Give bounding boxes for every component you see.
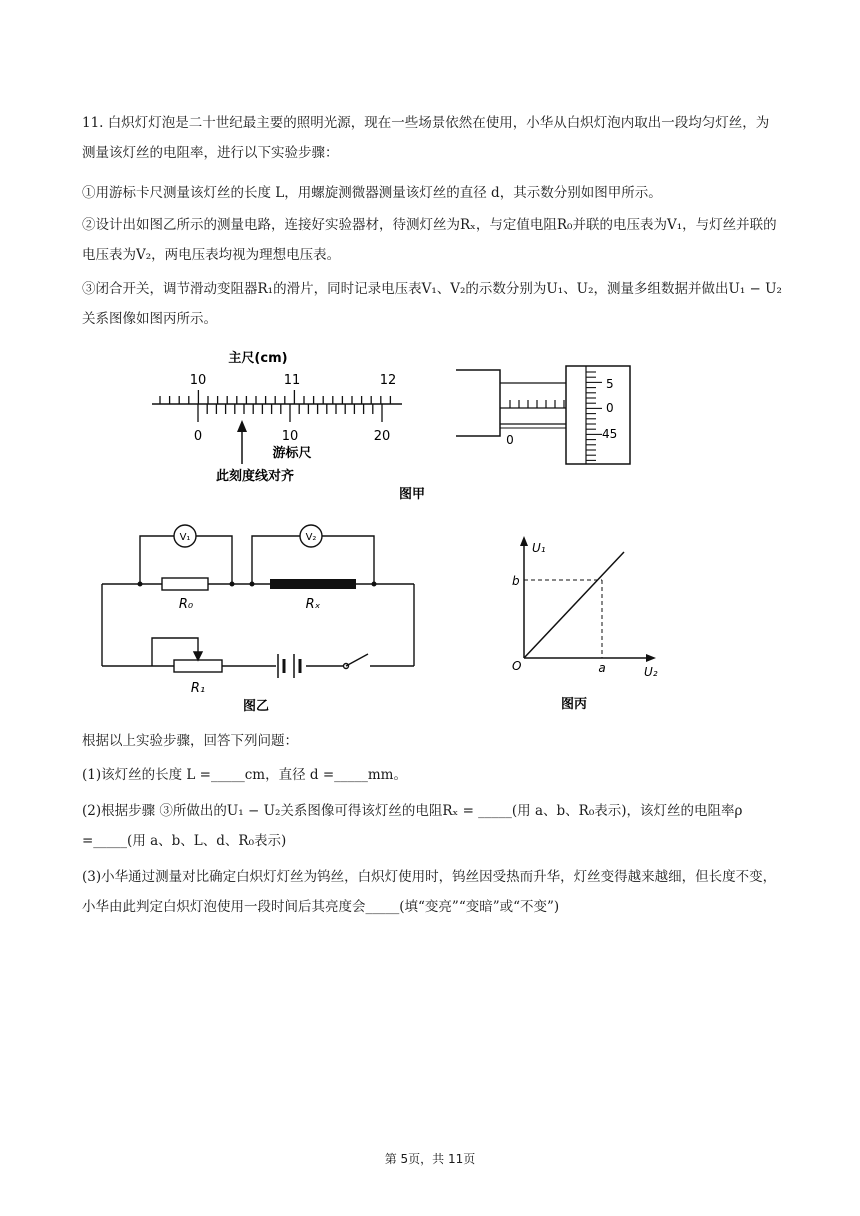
thimble bbox=[566, 366, 630, 464]
step-1: ①用游标卡尺测量该灯丝的长度 L，用螺旋测微器测量该灯丝的直径 d，其示数分别如图甲所示。 bbox=[82, 185, 662, 201]
sleeve-ticks bbox=[510, 400, 564, 408]
thimble-label-5: 5 bbox=[606, 377, 614, 391]
r0-resistor bbox=[162, 578, 208, 590]
origin-label: O bbox=[512, 659, 522, 673]
sleeve-zero: 0 bbox=[506, 433, 514, 447]
rx-label: Rₓ bbox=[305, 597, 321, 612]
v2-label: V₂ bbox=[305, 532, 317, 543]
main-tick-11: 11 bbox=[283, 373, 301, 388]
arrow-label: 此刻度线对齐 bbox=[215, 469, 295, 484]
page-footer: 第 5页，共 11页 bbox=[384, 1152, 476, 1166]
switch-blade bbox=[346, 654, 368, 666]
v1-wire bbox=[140, 536, 174, 584]
y-arrow bbox=[520, 536, 528, 546]
thimble-label-0: 0 bbox=[606, 401, 614, 415]
v1-label: V₁ bbox=[179, 532, 191, 543]
v2-wire bbox=[252, 536, 300, 584]
main-scale bbox=[160, 390, 390, 404]
caption-yi: 图乙 bbox=[242, 699, 270, 714]
thimble-ticks bbox=[586, 372, 602, 460]
main-tick-12: 12 bbox=[379, 373, 397, 388]
thimble-label-45: 45 bbox=[602, 427, 618, 441]
figure-jia bbox=[140, 346, 650, 510]
vernier-tick-10: 10 bbox=[281, 429, 299, 444]
step-2: ②设计出如图乙所示的测量电路，连接好实验器材，待测灯丝为Rₓ，与定值电阻R₀并联的电压表为V₁，与灯丝并联的电压表为V₂，两电压表均视为理想电压表。 bbox=[82, 217, 777, 263]
b-label: b bbox=[512, 574, 520, 588]
y-axis-label: U₁ bbox=[532, 541, 546, 555]
question-3: (3)小华通过测量对比确定白炽灯灯丝为钨丝，白炽灯使用时，钨丝因受热而升华，灯丝变得越来越细，但长度不变，小华由此判定白炽灯泡使用一段时间后其亮度会_____(填“变亮”“变暗”或“不变”) bbox=[82, 869, 777, 915]
r1-slider bbox=[152, 638, 198, 666]
r1-rheostat bbox=[174, 660, 222, 672]
figure-bing bbox=[500, 532, 680, 716]
r1-label: R₁ bbox=[190, 681, 206, 696]
align-arrow-head bbox=[237, 420, 247, 432]
x-axis-label: U₂ bbox=[644, 665, 658, 679]
vernier-tick-0: 0 bbox=[193, 429, 203, 444]
vernier-scale bbox=[198, 404, 382, 422]
a-label: a bbox=[598, 661, 606, 675]
r0-label: R₀ bbox=[178, 597, 194, 612]
micrometer-frame bbox=[456, 370, 500, 436]
vernier-label: 游标尺 bbox=[272, 446, 312, 461]
answer-prompt: 根据以上实验步骤，回答下列问题： bbox=[82, 733, 298, 749]
main-scale-label: 主尺(cm) bbox=[228, 351, 288, 366]
figure-yi bbox=[96, 520, 426, 716]
caption-bing: 图丙 bbox=[560, 697, 588, 712]
caption-jia: 图甲 bbox=[398, 487, 426, 502]
main-tick-10: 10 bbox=[189, 373, 207, 388]
question-2: (2)根据步骤 ③所做出的U₁ − U₂关系图像可得该灯丝的电阻Rₓ = _____(用 a、b、R₀表示)，该灯丝的电阻率ρ =_____(用 a、b、L、d、R₀表示) bbox=[82, 803, 743, 849]
vernier-tick-20: 20 bbox=[373, 429, 391, 444]
u1-u2-line bbox=[524, 552, 624, 658]
question-intro: 11. 白炽灯灯泡是二十世纪最主要的照明光源，现在一些场景依然在使用，小华从白炽灯泡内取出一段均匀灯丝，为测量该灯丝的电阻率，进行以下实验步骤： bbox=[82, 115, 770, 161]
question-1: (1)该灯丝的长度 L =_____cm，直径 d =_____mm。 bbox=[82, 767, 407, 783]
step-3: ③闭合开关，调节滑动变阻器R₁的滑片，同时记录电压表V₁、V₂的示数分别为U₁、U₂，测量多组数据并做出U₁ − U₂关系图像如图丙所示。 bbox=[82, 281, 782, 327]
rx-filament bbox=[270, 579, 356, 589]
x-arrow bbox=[646, 654, 656, 662]
